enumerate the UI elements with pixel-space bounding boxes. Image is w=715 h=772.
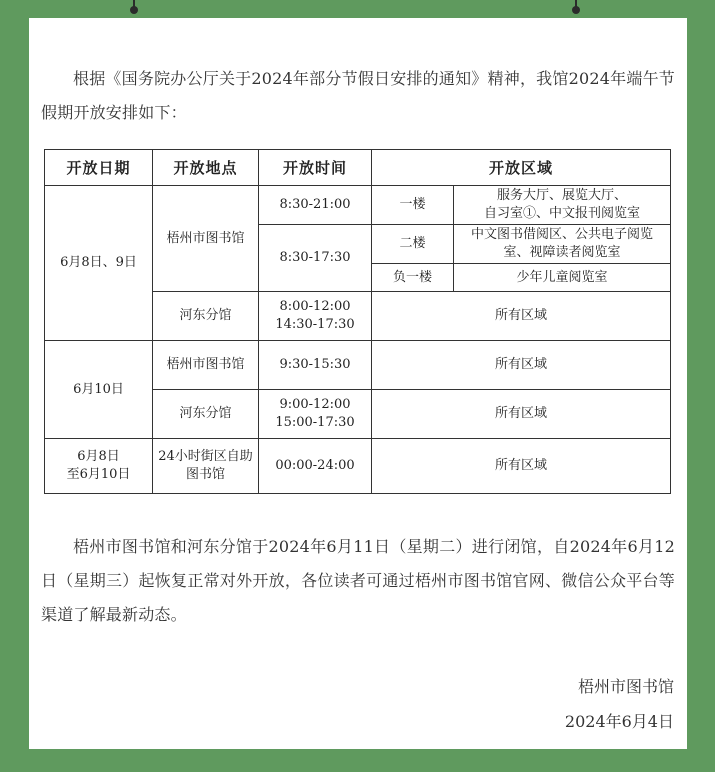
signature-date: 2024年6月4日: [564, 712, 674, 731]
time-line: 8:00-12:00: [279, 299, 351, 314]
time-line: 15:00-17:30: [275, 415, 355, 430]
header-area: 开放区域: [372, 150, 671, 186]
area-cell: 少年儿童阅览室: [454, 264, 671, 292]
schedule-table: [44, 149, 671, 494]
area-cell: 所有区域: [372, 341, 671, 390]
header-date: 开放日期: [45, 150, 153, 186]
table-row: [45, 186, 671, 225]
date-line: 6月8日: [77, 449, 120, 464]
table-row: [45, 341, 671, 390]
time-cell: 9:30-15:30: [259, 341, 372, 390]
pin-right-icon: [575, 0, 577, 10]
time-cell: 8:30-17:30: [259, 225, 372, 292]
pin-left-icon: [133, 0, 135, 10]
date-line: 至6月10日: [66, 467, 131, 482]
time-cell: [259, 390, 372, 439]
area-line: 室、视障读者阅览室: [503, 245, 621, 260]
location-cell: 24小时街区自助图书馆: [153, 439, 259, 494]
floor-cell: 一楼: [372, 186, 454, 225]
table-row: [45, 439, 671, 494]
location-cell: 河东分馆: [153, 292, 259, 341]
time-line: 9:00-12:00: [279, 397, 351, 412]
date-cell: [45, 439, 153, 494]
date-cell: 6月10日: [45, 341, 153, 439]
area-cell: 所有区域: [372, 390, 671, 439]
time-cell: 8:30-21:00: [259, 186, 372, 225]
area-cell: [454, 186, 671, 225]
intro-paragraph: 根据《国务院办公厅关于2024年部分节假日安排的通知》精神，我馆2024年端午节假期开放安排如下：: [41, 69, 675, 122]
header-time: 开放时间: [259, 150, 372, 186]
header-location: 开放地点: [153, 150, 259, 186]
time-cell: 00:00-24:00: [259, 439, 372, 494]
area-cell: 所有区域: [372, 439, 671, 494]
closing-paragraph: 梧州市图书馆和河东分馆于2024年6月11日（星期二）进行闭馆，自2024年6月12日（星期三）起恢复正常对外开放，各位读者可通过梧州市图书馆官网、微信公众平台等渠道了解最新动态。: [41, 537, 675, 624]
area-line: 中文图书借阅区、公共电子阅览: [471, 227, 654, 242]
date-cell: 6月8日、9日: [45, 186, 153, 341]
notice-paper: [29, 18, 687, 749]
location-cell: 梧州市图书馆: [153, 186, 259, 292]
signature-org: 梧州市图书馆: [577, 677, 674, 696]
location-cell: 梧州市图书馆: [153, 341, 259, 390]
area-cell: 所有区域: [372, 292, 671, 341]
table-header-row: [45, 150, 671, 186]
location-cell: 河东分馆: [153, 390, 259, 439]
time-line: 14:30-17:30: [275, 317, 355, 332]
time-cell: [259, 292, 372, 341]
floor-cell: 负一楼: [372, 264, 454, 292]
area-line: 自习室①、中文报刊阅览室: [484, 206, 641, 221]
floor-cell: 二楼: [372, 225, 454, 264]
area-cell: [454, 225, 671, 264]
area-line: 服务大厅、展览大厅、: [497, 188, 628, 203]
